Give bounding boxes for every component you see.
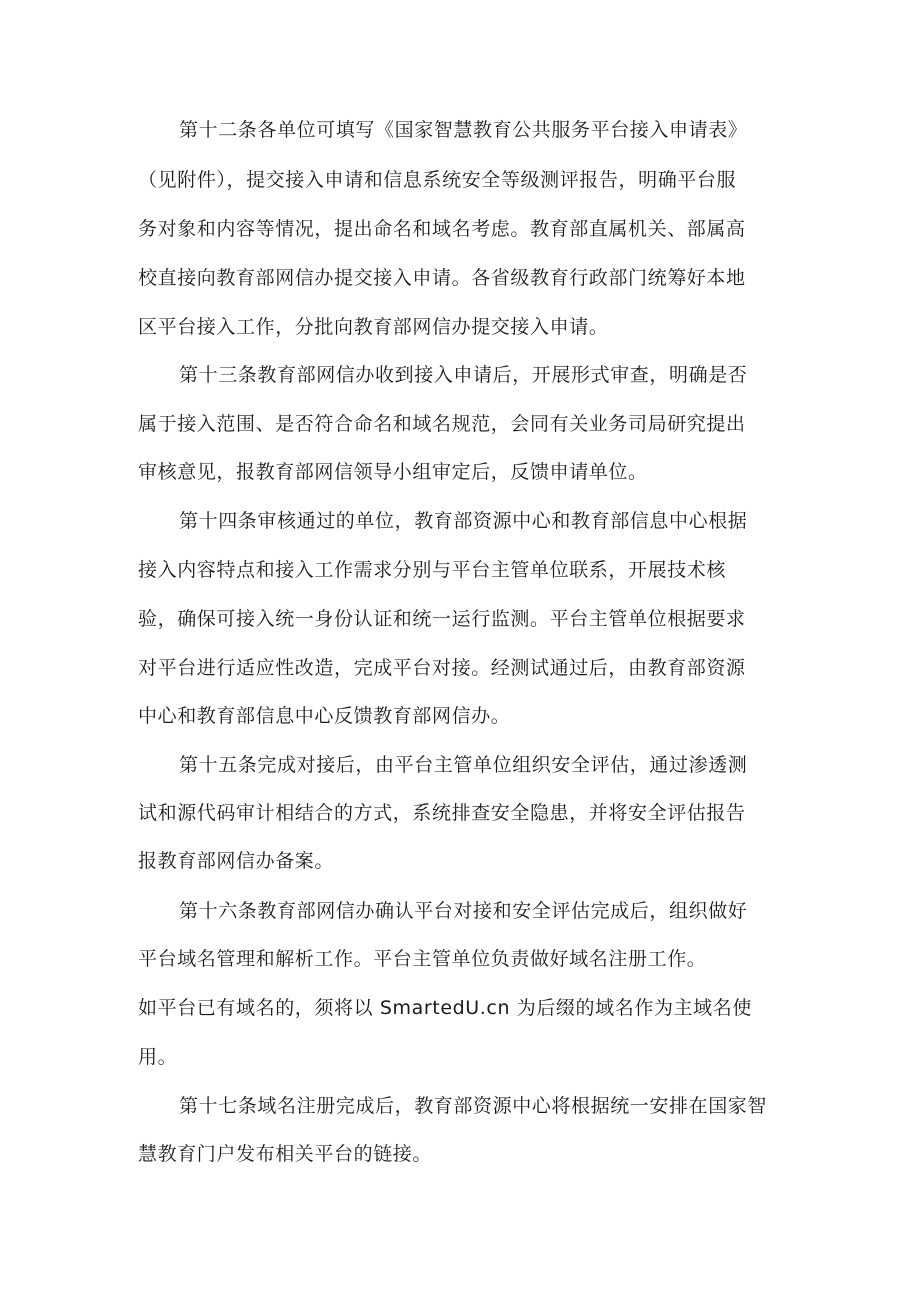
article-13-line-2: 属于接入范围、是否符合命名和域名规范，会同有关业务司局研究提出 xyxy=(138,413,746,435)
article-12-line-4: 校直接向教育部网信办提交接入申请。各省级教育行政部门统筹好本地 xyxy=(138,267,746,289)
article-14-line-3: 验，确保可接入统一身份认证和统一运行监测。平台主管单位根据要求 xyxy=(138,608,746,630)
article-15-line-1: 第十五条完成对接后，由平台主管单位组织安全评估，通过渗透测 xyxy=(179,754,748,776)
article-16-line-2: 平台域名管理和解析工作。平台主管单位负责做好域名注册工作。 xyxy=(138,948,707,970)
article-14-line-4: 对平台进行适应性改造，完成平台对接。经测试通过后，由教育部资源 xyxy=(138,657,746,679)
article-15-line-2: 试和源代码审计相结合的方式，系统排查安全隐患，并将安全评估报告 xyxy=(138,802,746,824)
article-12-line-5: 区平台接入工作，分批向教育部网信办提交接入申请。 xyxy=(138,316,609,338)
article-15-line-3: 报教育部网信办备案。 xyxy=(138,850,335,872)
article-14-line-1: 第十四条审核通过的单位，教育部资源中心和教育部信息中心根据 xyxy=(179,510,748,532)
article-16-line-4: 用。 xyxy=(138,1046,178,1068)
article-14-line-2: 接入内容特点和接入工作需求分别与平台主管单位联系，开展技术核 xyxy=(138,559,727,581)
article-17-line-1: 第十七条域名注册完成后，教育部资源中心将根据统一安排在国家智 xyxy=(179,1095,768,1117)
article-12-line-1: 第十二条各单位可填写《国家智慧教育公共服务平台接入申请表》 xyxy=(179,119,748,141)
article-17-line-2: 慧教育门户发布相关平台的链接。 xyxy=(138,1143,433,1165)
article-12-line-2: （见附件），提交接入申请和信息系统安全等级测评报告，明确平台服 xyxy=(138,169,737,191)
article-13-line-3: 审核意见，报教育部网信领导小组审定后，反馈申请单位。 xyxy=(138,461,648,483)
article-14-line-5: 中心和教育部信息中心反馈教育部网信办。 xyxy=(138,705,511,727)
article-13-line-1: 第十三条教育部网信办收到接入申请后，开展形式审查，明确是否 xyxy=(179,364,748,386)
article-12-line-3: 务对象和内容等情况，提出命名和域名考虑。教育部直属机关、部属高 xyxy=(138,218,746,240)
article-16-line-1: 第十六条教育部网信办确认平台对接和安全评估完成后，组织做好 xyxy=(179,900,748,922)
article-16-line-3: 如平台已有域名的，须将以 SmartedU.cn 为后缀的域名作为主域名使 xyxy=(138,997,752,1019)
